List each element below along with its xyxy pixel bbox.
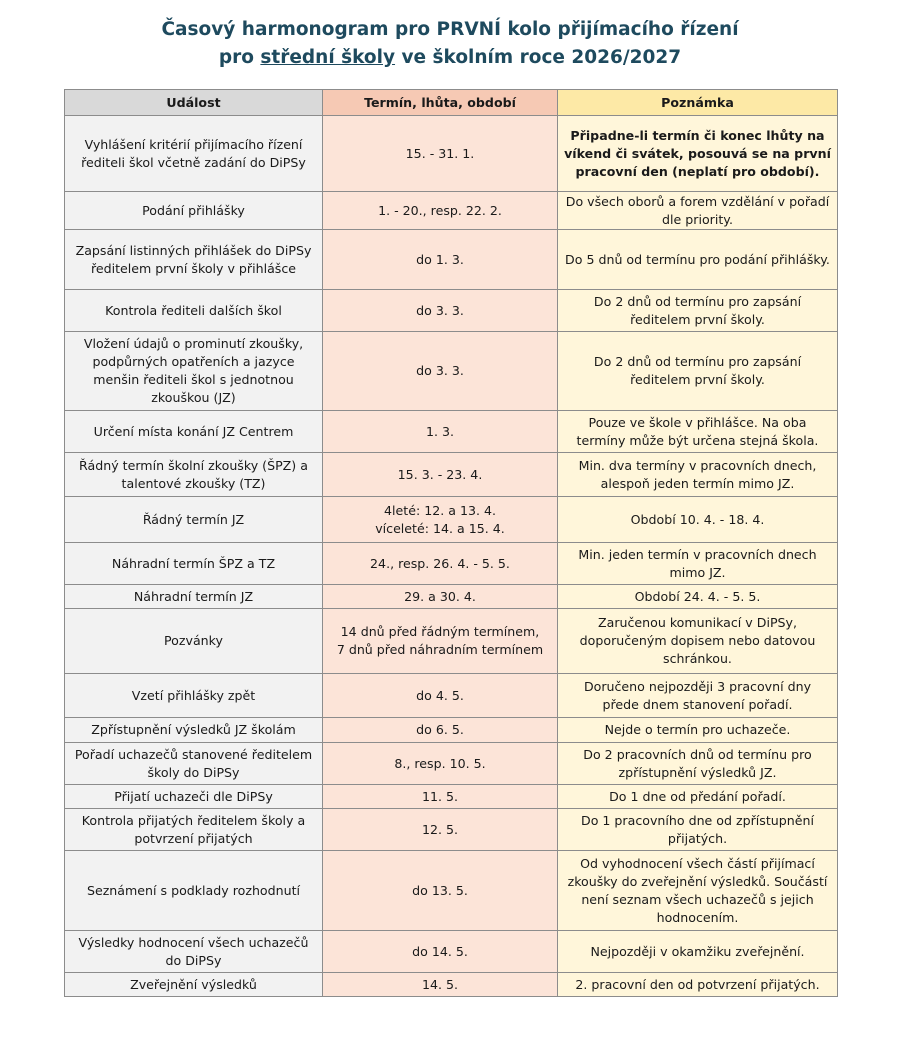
event-cell: Pořadí uchazečů stanovené ředitelem školy do DiPSy: [65, 743, 323, 785]
table-row: [65, 290, 838, 332]
note-cell: Doručeno nejpozději 3 pracovní dny přede dnem stanovení pořadí.: [558, 674, 838, 718]
table-row: [65, 931, 838, 973]
term-cell: 15. 3. - 23. 4.: [323, 453, 558, 497]
event-cell: Zapsání listinných přihlášek do DiPSy ředitelem první školy v přihlášce: [65, 230, 323, 290]
event-cell: Určení místa konání JZ Centrem: [65, 411, 323, 453]
event-cell: Vyhlášení kritérií přijímacího řízení řediteli škol včetně zadání do DiPSy: [65, 116, 323, 192]
term-cell: 24., resp. 26. 4. - 5. 5.: [323, 543, 558, 585]
note-cell: Do 1 dne od předání pořadí.: [558, 785, 838, 809]
note-cell: Období 24. 4. - 5. 5.: [558, 585, 838, 609]
event-cell: Pozvánky: [65, 609, 323, 674]
event-cell: Zveřejnění výsledků: [65, 973, 323, 997]
term-cell: do 4. 5.: [323, 674, 558, 718]
table-row: [65, 453, 838, 497]
note-cell: Zaručenou komunikací v DiPSy, doporučeným dopisem nebo datovou schránkou.: [558, 609, 838, 674]
event-cell: Řádný termín školní zkoušky (ŠPZ) a talentové zkoušky (TZ): [65, 453, 323, 497]
term-cell: 1. 3.: [323, 411, 558, 453]
term-line: víceleté: 14. a 15. 4.: [375, 520, 505, 536]
event-cell: Náhradní termín ŠPZ a TZ: [65, 543, 323, 585]
term-cell: [323, 497, 558, 543]
table-row: [65, 809, 838, 851]
term-cell: do 6. 5.: [323, 718, 558, 743]
table-row: [65, 609, 838, 674]
table-header-row: [65, 90, 838, 116]
event-cell: Zpřístupnění výsledků JZ školám: [65, 718, 323, 743]
table-row: [65, 192, 838, 230]
event-cell: Náhradní termín JZ: [65, 585, 323, 609]
page-title: [0, 16, 900, 72]
note-cell: Do 5 dnů od termínu pro podání přihlášky.: [558, 230, 838, 290]
event-cell: Podání přihlášky: [65, 192, 323, 230]
term-cell: do 3. 3.: [323, 290, 558, 332]
header-term: Termín, lhůta, období: [323, 90, 558, 116]
title-line-2: [0, 44, 900, 72]
note-cell: Od vyhodnocení všech částí přijímací zkoušky do zveřejnění výsledků. Součástí není seznam všech uchazečů s jejich hodnocením.: [558, 851, 838, 931]
schedule-table: [64, 89, 838, 997]
term-cell: [323, 609, 558, 674]
term-cell: do 3. 3.: [323, 332, 558, 411]
event-cell: Seznámení s podklady rozhodnutí: [65, 851, 323, 931]
title-line-2-post: ve školním roce 2026/2027: [395, 47, 682, 68]
table-row: [65, 497, 838, 543]
note-cell: Do 2 pracovních dnů od termínu pro zpřístupnění výsledků JZ.: [558, 743, 838, 785]
note-cell: Do všech oborů a forem vzdělání v pořadí dle priority.: [558, 192, 838, 230]
term-cell: 1. - 20., resp. 22. 2.: [323, 192, 558, 230]
term-cell: 15. - 31. 1.: [323, 116, 558, 192]
term-cell: do 14. 5.: [323, 931, 558, 973]
table-row: [65, 116, 838, 192]
term-cell: 14. 5.: [323, 973, 558, 997]
note-cell: Nejde o termín pro uchazeče.: [558, 718, 838, 743]
table-row: [65, 785, 838, 809]
term-cell: do 1. 3.: [323, 230, 558, 290]
note-cell: Min. dva termíny v pracovních dnech, alespoň jeden termín mimo JZ.: [558, 453, 838, 497]
term-cell: 12. 5.: [323, 809, 558, 851]
table-row: [65, 743, 838, 785]
table-row: [65, 973, 838, 997]
note-cell: Nejpozději v okamžiku zveřejnění.: [558, 931, 838, 973]
note-cell: Do 1 pracovního dne od zpřístupnění přijatých.: [558, 809, 838, 851]
term-line: 7 dnů před náhradním termínem: [336, 642, 544, 657]
note-cell: 2. pracovní den od potvrzení přijatých.: [558, 973, 838, 997]
table-row: [65, 851, 838, 931]
note-cell: Min. jeden termín v pracovních dnech mimo JZ.: [558, 543, 838, 585]
header-event: Událost: [65, 90, 323, 116]
event-cell: Kontrola řediteli dalších škol: [65, 290, 323, 332]
table-row: [65, 411, 838, 453]
note-cell: Připadne-li termín či konec lhůty na víkend či svátek, posouvá se na první pracovní den (neplatí pro období).: [558, 116, 838, 192]
note-cell: Pouze ve škole v přihlášce. Na oba termíny může být určena stejná škola.: [558, 411, 838, 453]
table-row: [65, 585, 838, 609]
table-row: [65, 332, 838, 411]
note-cell: Do 2 dnů od termínu pro zapsání ředitelem první školy.: [558, 290, 838, 332]
event-cell: Výsledky hodnocení všech uchazečů do DiPSy: [65, 931, 323, 973]
title-line-2-underlined: střední školy: [260, 47, 396, 68]
term-line: 4leté: 12. a 13. 4.: [384, 502, 496, 518]
title-line-1: Časový harmonogram pro PRVNÍ kolo přijímacího řízení: [161, 19, 739, 40]
title-line-2-pre: pro: [218, 47, 261, 68]
event-cell: Vzetí přihlášky zpět: [65, 674, 323, 718]
event-cell: Řádný termín JZ: [65, 497, 323, 543]
term-cell: do 13. 5.: [323, 851, 558, 931]
table-row: [65, 230, 838, 290]
term-cell: 11. 5.: [323, 785, 558, 809]
header-note: Poznámka: [558, 90, 838, 116]
note-cell: Do 2 dnů od termínu pro zapsání ředitelem první školy.: [558, 332, 838, 411]
table-row: [65, 543, 838, 585]
event-cell: Přijatí uchazeči dle DiPSy: [65, 785, 323, 809]
term-cell: 8., resp. 10. 5.: [323, 743, 558, 785]
event-cell: Vložení údajů o prominutí zkoušky, podpůrných opatřeních a jazyce menšin řediteli škol s jednotnou zkouškou (JZ): [65, 332, 323, 411]
note-cell: Období 10. 4. - 18. 4.: [558, 497, 838, 543]
term-cell: 29. a 30. 4.: [323, 585, 558, 609]
event-cell: Kontrola přijatých ředitelem školy a potvrzení přijatých: [65, 809, 323, 851]
term-line: 14 dnů před řádným termínem,: [340, 624, 540, 639]
table-row: [65, 718, 838, 743]
table-row: [65, 674, 838, 718]
